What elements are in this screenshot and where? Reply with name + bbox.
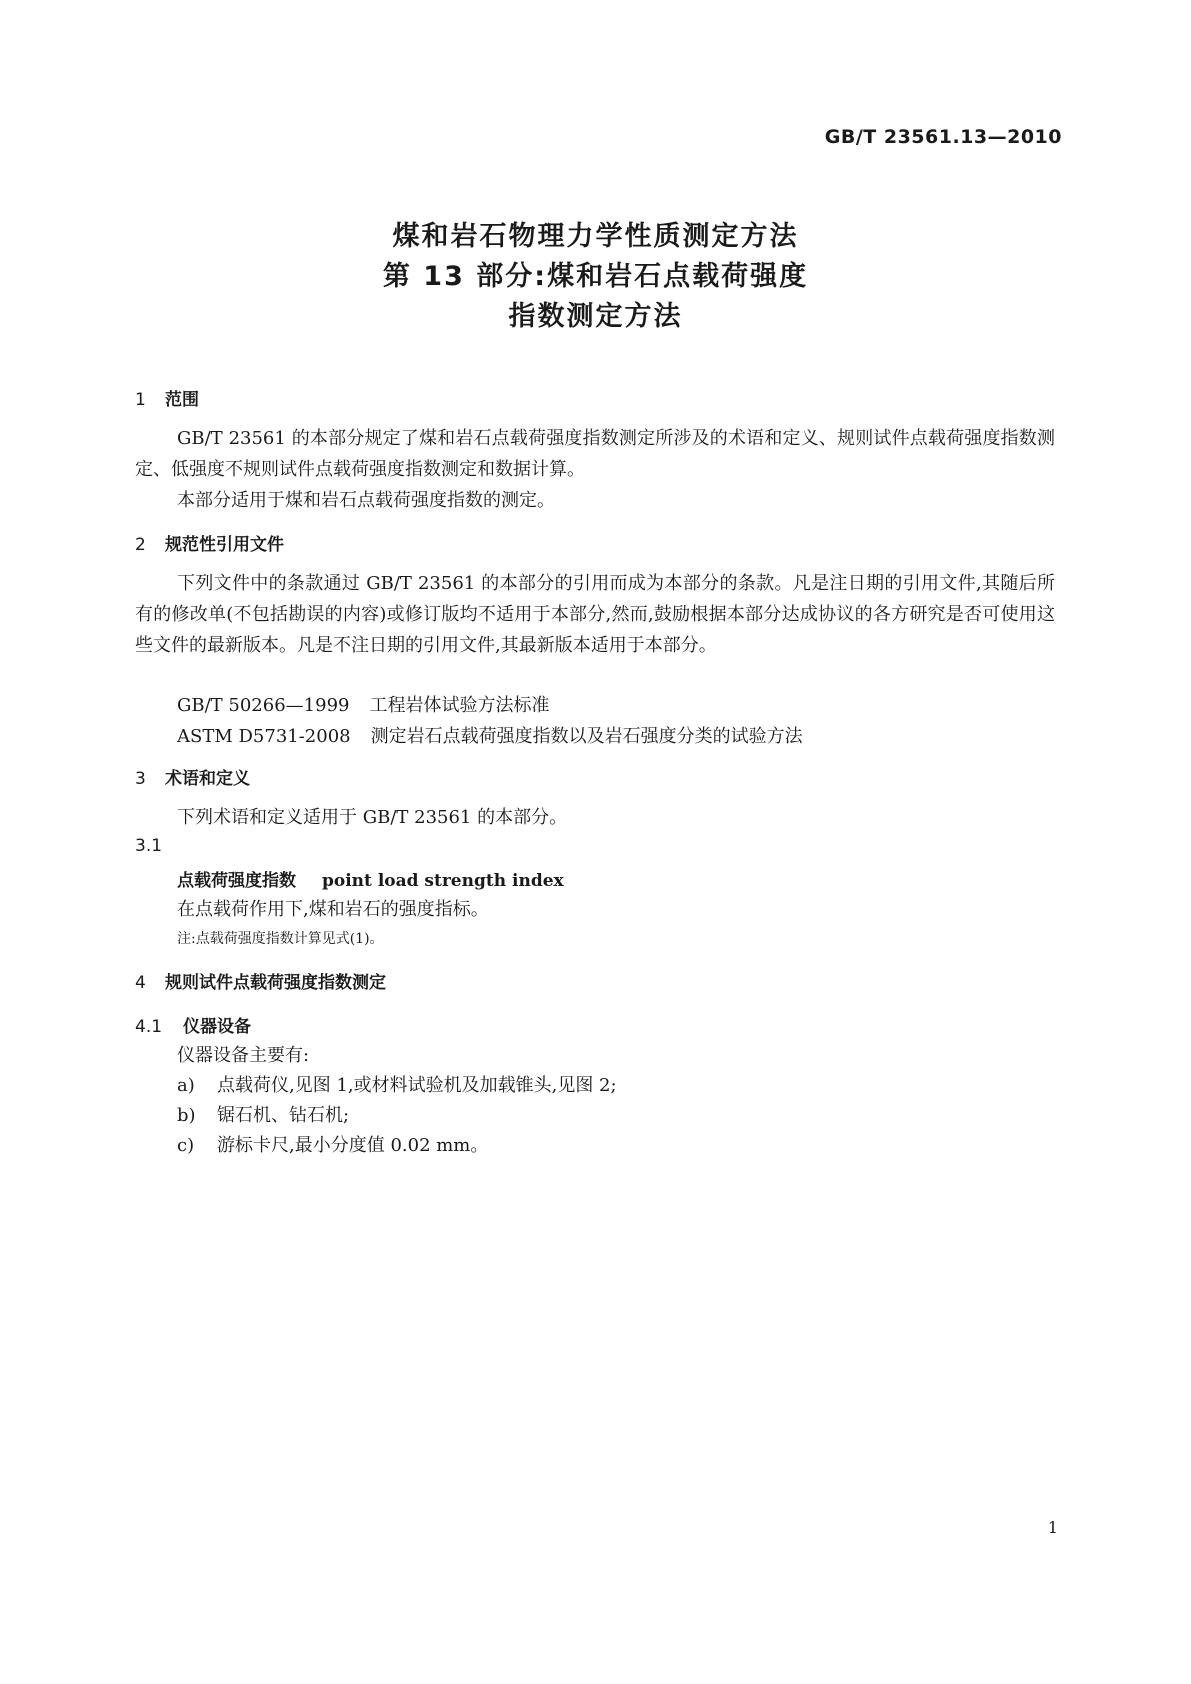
- list-item-label: c): [177, 1135, 195, 1156]
- section-1-heading: [135, 385, 199, 410]
- list-item-label: a): [177, 1075, 195, 1096]
- document-title-line-1: 煤和岩石物理力学性质测定方法: [392, 221, 799, 252]
- term-entry: [177, 866, 564, 891]
- list-item-text: 游标卡尺,最小分度值 0.02 mm。: [217, 1135, 489, 1156]
- section-1-paragraph-1: GB/T 23561 的本部分规定了煤和岩石点载荷强度指数测定所涉及的术语和定义、规则试件点载荷强度指数测定、低强度不规则试件点载荷强度指数测定和数据计算。: [135, 428, 1055, 480]
- section-title: 术语和定义: [165, 769, 250, 789]
- standard-code: GB/T 23561.13—2010: [824, 126, 1062, 148]
- section-2-paragraph-1: 下列文件中的条款通过 GB/T 23561 的本部分的引用而成为本部分的条款。凡是注日期的引用文件,其随后所有的修改单(不包括勘误的内容)或修订版均不适用于本部分,然而,鼓励根据本部分达成协议的各方研究是否可使用这些文件的最新版本。凡是不注日期的引用文件,其最新版本适用于本部分。: [135, 573, 1055, 656]
- term-note: 注:点载荷强度指数计算见式(1)。: [177, 931, 384, 947]
- section-number: 2: [135, 535, 146, 555]
- subsection-3-1-number: 3.1: [135, 836, 163, 856]
- section-title: 规则试件点载荷强度指数测定: [165, 973, 386, 993]
- section-title: 规范性引用文件: [165, 535, 284, 555]
- section-number: 1: [135, 390, 146, 410]
- section-title: 范围: [165, 390, 199, 410]
- term-chinese: 点载荷强度指数: [177, 871, 296, 891]
- list-item-text: 锯石机、钻石机;: [217, 1105, 350, 1126]
- list-item-label: b): [177, 1105, 196, 1126]
- list-item: [177, 1071, 617, 1097]
- section-number: 3: [135, 769, 146, 789]
- subsection-title: 仪器设备: [183, 1017, 251, 1037]
- section-4-heading: [135, 968, 386, 993]
- subsection-number: 4.1: [135, 1017, 163, 1037]
- term-definition: 在点载荷作用下,煤和岩石的强度指标。: [177, 899, 489, 920]
- page-number: 1: [1047, 1518, 1058, 1537]
- document-title-line-3: 指数测定方法: [508, 301, 683, 332]
- list-item: [177, 1131, 488, 1157]
- section-1-paragraph-2: 本部分适用于煤和岩石点载荷强度指数的测定。: [177, 490, 555, 511]
- list-item-text: 点载荷仪,见图 1,或材料试验机及加载锥头,见图 2;: [217, 1075, 617, 1096]
- subsection-4-1-heading: [135, 1012, 251, 1037]
- reference-code: ASTM D5731-2008: [177, 726, 351, 747]
- section-3-heading: [135, 764, 250, 789]
- equipment-intro: 仪器设备主要有:: [177, 1045, 310, 1066]
- reference-name: 测定岩石点载荷强度指数以及岩石强度分类的试验方法: [370, 726, 803, 747]
- list-item: [177, 1101, 349, 1127]
- section-number: 4: [135, 973, 146, 993]
- document-title-line-2: 第 13 部分:煤和岩石点载荷强度: [382, 261, 809, 292]
- section-3-paragraph-1: 下列术语和定义适用于 GB/T 23561 的本部分。: [177, 807, 568, 828]
- reference-2: [177, 722, 803, 748]
- reference-code: GB/T 50266—1999: [177, 695, 350, 716]
- section-2-heading: [135, 530, 284, 555]
- reference-name: 工程岩体试验方法标准: [369, 695, 550, 716]
- term-english: point load strength index: [322, 871, 564, 891]
- reference-1: [177, 691, 549, 717]
